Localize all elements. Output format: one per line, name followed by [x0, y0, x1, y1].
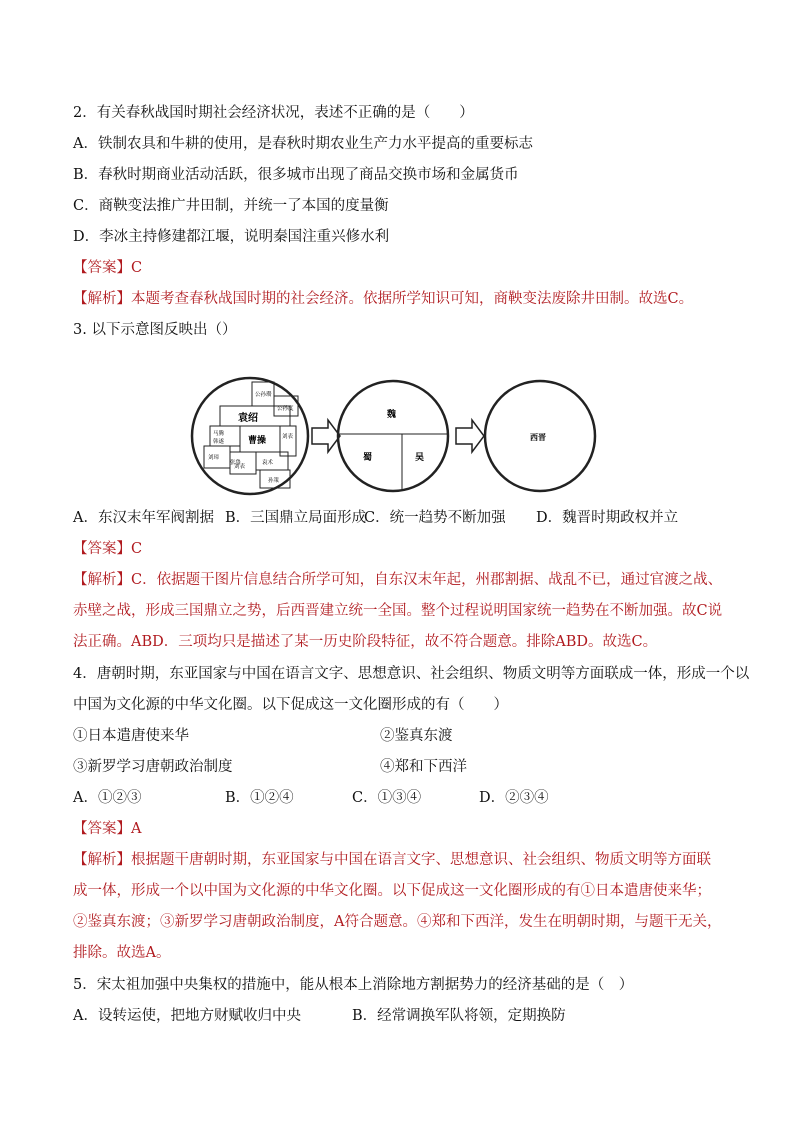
label-liubiao-north: 刘表: [282, 434, 294, 440]
label-zhanglu: 张鲁: [230, 460, 242, 466]
label-gongsunzan: 公孙瓒: [255, 392, 272, 398]
q2-analysis: [73, 289, 693, 309]
label-liubiao: 刘表: [234, 464, 246, 470]
answer-value: A: [131, 821, 142, 837]
label-shu: 蜀: [363, 453, 373, 463]
q5-option-b: B．经常调换军队将领，定期换防: [352, 1008, 566, 1024]
q3-option-a: A．东汉末年军阀割据: [73, 510, 214, 526]
analysis-tag: 【解析】: [73, 852, 131, 868]
q4-option-b: B．①②④: [225, 790, 294, 806]
label-wei: 魏: [387, 410, 397, 420]
q4-stem-line1: 4．唐朝时期，东亚国家与中国在语言文字、思想意识、社会组织、物质文明等方面联成一体，形成一个以: [73, 666, 750, 682]
q4-analysis: [73, 845, 723, 969]
figure-circle-western-jin: [485, 381, 595, 491]
q2-stem: 2．有关春秋战国时期社会经济状况，表述不正确的是（ ）: [73, 105, 474, 121]
q2-option-a: A．铁制农具和牛耕的使用，是春秋时期农业生产力水平提高的重要标志: [73, 136, 533, 152]
analysis-text: 根据题干唐朝时期，东亚国家与中国在语言文字、思想意识、社会组织、物质文明等方面联成一体，形成一个以中国为文化源的中华文化圈。以下促成这一文化圈形成的有①日本遣唐使来华；②鉴真东渡；③新罗学习唐朝政治制度，A符合题意。④郑和下西洋，发生在明朝时期，与题干无关，排除。故选A。: [73, 852, 722, 961]
label-yuanshao: 袁绍: [238, 413, 258, 424]
q5-stem: 5．宋太祖加强中央集权的措施中，能从根本上消除地方割据势力的经济基础的是（ ）: [73, 977, 634, 993]
q4-option-d: D．②③④: [479, 790, 549, 806]
q3-answer: [73, 539, 142, 559]
label-hansui: 韩遂: [213, 439, 225, 445]
q3-figure: [190, 376, 600, 496]
label-caocao: 曹操: [248, 436, 267, 446]
q3-analysis: [73, 565, 723, 658]
figure-circle-warlords: [192, 378, 308, 494]
label-liuzhang: 刘璋: [208, 455, 220, 461]
q2-answer: [73, 258, 142, 278]
q4-item-2: ②鉴真东渡: [380, 728, 453, 744]
q4-stem-line2: 中国为文化源的中华文化圈。以下促成这一文化圈形成的有（ ）: [73, 697, 508, 713]
analysis-text: 本题考查春秋战国时期的社会经济。依据所学知识可知，商鞅变法废除井田制。故选C。: [131, 291, 694, 307]
label-xijin: 西晋: [530, 432, 546, 442]
q3-option-d: D．魏晋时期政权并立: [536, 510, 679, 526]
label-mateng: 马腾: [213, 431, 225, 437]
q4-item-1: ①日本遣唐使来华: [73, 728, 189, 744]
q4-item-3: ③新罗学习唐朝政治制度: [73, 759, 233, 775]
q3-stem: 3. 以下示意图反映出（）: [73, 322, 237, 338]
label-wu: 吴: [415, 453, 425, 463]
answer-tag: 【答案】: [73, 821, 131, 837]
answer-tag: 【答案】: [73, 260, 131, 276]
answer-value: C: [131, 541, 143, 557]
q2-option-b: B．春秋时期商业活动活跃，很多城市出现了商品交换市场和金属货币: [73, 167, 519, 183]
q4-answer: [73, 819, 141, 839]
q4-option-c: C．①③④: [352, 790, 422, 806]
analysis-tag: 【解析】: [73, 572, 131, 588]
q2-option-c: C．商鞅变法推广井田制，并统一了本国的度量衡: [73, 198, 389, 214]
right-arrow-icon: [312, 420, 340, 452]
label-yuanshu: 袁术: [262, 460, 274, 466]
q3-option-b: B．三国鼎立局面形成: [225, 510, 367, 526]
analysis-tag: 【解析】: [73, 291, 131, 307]
q2-option-d: D．李冰主持修建都江堰，说明秦国注重兴修水利: [73, 229, 390, 245]
q3-option-c: C．统一趋势不断加强: [364, 510, 506, 526]
q5-option-a: A．设转运使，把地方财赋收归中央: [73, 1008, 301, 1024]
label-sunce: 孙策: [268, 478, 280, 484]
q4-item-4: ④郑和下西洋: [380, 759, 467, 775]
answer-value: C: [131, 260, 143, 276]
right-arrow-icon: [456, 420, 484, 452]
figure-circle-three-kingdoms: [338, 381, 448, 491]
label-gongsundu: 公孙度: [277, 406, 294, 412]
answer-tag: 【答案】: [73, 541, 131, 557]
analysis-text: C．依据题干图片信息结合所学可知，自东汉末年起，州郡割据、战乱不已，通过官渡之战、赤壁之战，形成三国鼎立之势，后西晋建立统一全国。整个过程说明国家统一趋势在不断加强。故C说法正确。ABD．三项均只是描述了某一历史阶段特征，故不符合题意。排除ABD。故选C。: [73, 572, 723, 650]
q4-option-a: A．①②③: [73, 790, 142, 806]
